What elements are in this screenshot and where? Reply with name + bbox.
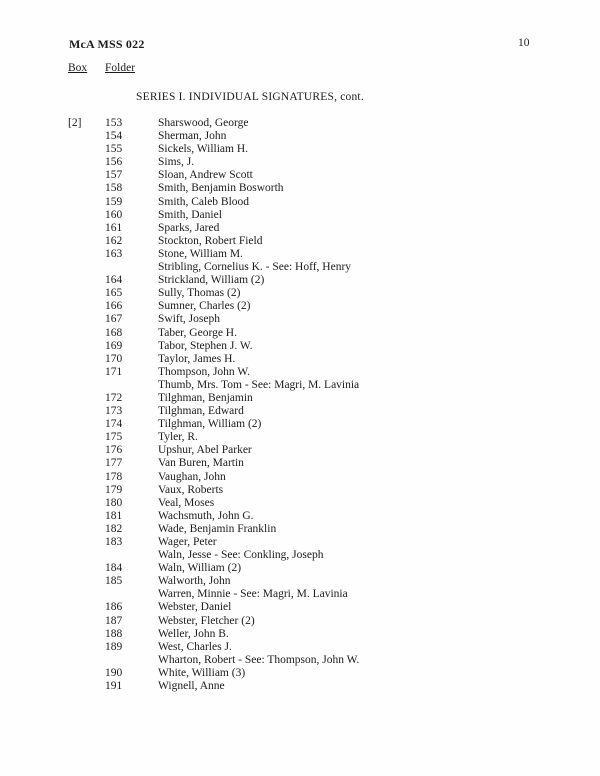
box-cell bbox=[68, 366, 105, 379]
list-item bbox=[0, 222, 600, 235]
name-cell: Sherman, John bbox=[158, 130, 227, 143]
folder-cell: 154 bbox=[105, 130, 123, 143]
folder-cell bbox=[105, 379, 158, 392]
box-cell bbox=[68, 156, 105, 169]
folder-cell bbox=[105, 549, 158, 562]
name-cell: Warren, Minnie - See: Magri, M. Lavinia bbox=[158, 588, 348, 601]
name-cell: Webster, Fletcher (2) bbox=[158, 614, 255, 627]
box-cell bbox=[68, 601, 105, 614]
folder-cell: 167 bbox=[105, 313, 123, 326]
name-cell: Stribling, Cornelius K. - See: Hoff, Henry bbox=[158, 261, 352, 274]
box-cell bbox=[68, 235, 105, 248]
box-cell bbox=[68, 431, 105, 444]
folder-cell: 168 bbox=[105, 326, 123, 339]
list-item bbox=[0, 274, 600, 287]
folder-cell: 174 bbox=[105, 418, 123, 431]
name-cell: Vaux, Roberts bbox=[158, 483, 224, 496]
list-item bbox=[0, 235, 600, 248]
name-cell: Webster, Daniel bbox=[158, 601, 232, 614]
folder-cell: 172 bbox=[105, 391, 123, 404]
signature-list bbox=[0, 117, 600, 693]
box-cell bbox=[68, 379, 105, 392]
box-cell bbox=[68, 510, 105, 523]
name-cell: Sharswood, George bbox=[158, 117, 249, 129]
name-cell: Smith, Daniel bbox=[158, 208, 222, 221]
list-item bbox=[0, 248, 600, 261]
box-cell bbox=[68, 444, 105, 457]
folder-cell: 178 bbox=[105, 470, 123, 483]
list-item bbox=[0, 615, 600, 628]
name-cell: Wignell, Anne bbox=[158, 680, 225, 693]
folder-cell: 175 bbox=[105, 431, 123, 444]
folder-cell: 166 bbox=[105, 300, 123, 313]
folder-cell: 181 bbox=[105, 509, 123, 522]
list-item bbox=[0, 431, 600, 444]
list-item bbox=[0, 641, 600, 654]
name-cell: Sickels, William H. bbox=[158, 143, 249, 156]
name-cell: Swift, Joseph bbox=[158, 313, 220, 326]
list-item bbox=[0, 156, 600, 169]
folder-cell: 156 bbox=[105, 156, 123, 169]
name-cell: Stone, William M. bbox=[158, 247, 243, 260]
box-column-header: Box bbox=[68, 62, 88, 74]
list-item bbox=[0, 182, 600, 195]
box-cell bbox=[68, 536, 105, 549]
collection-id: McA MSS 022 bbox=[69, 37, 145, 51]
list-item bbox=[0, 287, 600, 300]
box-cell bbox=[68, 353, 105, 366]
folder-cell: 158 bbox=[105, 182, 123, 195]
box-cell bbox=[68, 340, 105, 353]
name-cell: Wharton, Robert - See: Thompson, John W. bbox=[158, 653, 360, 666]
list-item bbox=[0, 588, 600, 601]
name-cell: Tyler, R. bbox=[158, 431, 198, 444]
box-cell bbox=[68, 523, 105, 536]
list-item bbox=[0, 169, 600, 182]
list-item bbox=[0, 366, 600, 379]
folder-column-header: Folder bbox=[105, 62, 136, 74]
box-cell bbox=[68, 182, 105, 195]
box-cell bbox=[68, 628, 105, 641]
box-cell bbox=[68, 588, 105, 601]
name-cell: Tilghman, Benjamin bbox=[158, 391, 253, 404]
list-item bbox=[0, 471, 600, 484]
list-item bbox=[0, 680, 600, 693]
list-item bbox=[0, 523, 600, 536]
box-cell bbox=[68, 327, 105, 340]
list-item bbox=[0, 654, 600, 667]
name-cell: Strickland, William (2) bbox=[158, 274, 265, 287]
name-cell: Wade, Benjamin Franklin bbox=[158, 522, 277, 535]
name-cell: Weller, John B. bbox=[158, 627, 229, 640]
list-item bbox=[0, 392, 600, 405]
folder-cell: 162 bbox=[105, 234, 123, 247]
list-item bbox=[0, 418, 600, 431]
list-item bbox=[0, 327, 600, 340]
box-cell bbox=[68, 654, 105, 667]
name-cell: Smith, Caleb Blood bbox=[158, 195, 250, 208]
list-item bbox=[0, 117, 600, 130]
name-cell: Thumb, Mrs. Tom - See: Magri, M. Lavinia bbox=[158, 378, 360, 391]
folder-cell: 179 bbox=[105, 483, 123, 496]
folder-cell: 170 bbox=[105, 352, 123, 365]
folder-cell: 169 bbox=[105, 339, 123, 352]
folder-cell: 160 bbox=[105, 208, 123, 221]
box-cell bbox=[68, 562, 105, 575]
name-cell: Tabor, Stephen J. W. bbox=[158, 339, 253, 352]
box-cell bbox=[68, 130, 105, 143]
folder-cell: 165 bbox=[105, 287, 123, 300]
name-cell: Smith, Benjamin Bosworth bbox=[158, 182, 284, 195]
name-cell: Tilghman, William (2) bbox=[158, 418, 262, 431]
list-item bbox=[0, 562, 600, 575]
box-cell bbox=[68, 209, 105, 222]
folder-cell: 177 bbox=[105, 457, 123, 470]
box-cell bbox=[68, 471, 105, 484]
folder-cell bbox=[105, 588, 158, 601]
name-cell: Veal, Moses bbox=[158, 496, 215, 509]
box-cell bbox=[68, 261, 105, 274]
folder-cell: 173 bbox=[105, 405, 123, 418]
folder-cell bbox=[105, 654, 158, 667]
list-item bbox=[0, 313, 600, 326]
folder-cell: 159 bbox=[105, 195, 123, 208]
box-cell bbox=[68, 484, 105, 497]
folder-cell: 180 bbox=[105, 496, 123, 509]
list-item bbox=[0, 300, 600, 313]
list-item bbox=[0, 628, 600, 641]
folder-cell: 161 bbox=[105, 221, 123, 234]
folder-cell: 185 bbox=[105, 575, 123, 588]
folder-cell: 155 bbox=[105, 143, 123, 156]
name-cell: Sims, J. bbox=[158, 156, 195, 169]
box-cell bbox=[68, 497, 105, 510]
folder-cell: 189 bbox=[105, 640, 123, 653]
list-item bbox=[0, 196, 600, 209]
name-cell: Vaughan, John bbox=[158, 470, 226, 483]
folder-cell: 163 bbox=[105, 247, 123, 260]
folder-cell bbox=[105, 261, 158, 274]
list-item bbox=[0, 484, 600, 497]
box-cell bbox=[68, 680, 105, 693]
name-cell: Waln, William (2) bbox=[158, 562, 242, 575]
name-cell: Wager, Peter bbox=[158, 536, 217, 548]
folder-cell: 164 bbox=[105, 274, 123, 287]
name-cell: Tilghman, Edward bbox=[158, 405, 244, 418]
folder-cell: 186 bbox=[105, 601, 123, 614]
name-cell: Thompson, John W. bbox=[158, 365, 251, 378]
folder-cell: 188 bbox=[105, 627, 123, 640]
list-item bbox=[0, 667, 600, 680]
box-cell bbox=[68, 222, 105, 235]
name-cell: Sloan, Andrew Scott bbox=[158, 169, 253, 182]
box-cell bbox=[68, 457, 105, 470]
folder-cell: 184 bbox=[105, 562, 123, 575]
list-item bbox=[0, 261, 600, 274]
list-item bbox=[0, 444, 600, 457]
name-cell: West, Charles J. bbox=[158, 640, 232, 653]
list-item bbox=[0, 497, 600, 510]
box-cell bbox=[68, 615, 105, 628]
folder-cell: 183 bbox=[105, 536, 123, 548]
box-cell bbox=[68, 313, 105, 326]
box-cell bbox=[68, 248, 105, 261]
box-cell bbox=[68, 169, 105, 182]
folder-cell: 187 bbox=[105, 614, 123, 627]
list-item bbox=[0, 340, 600, 353]
folder-cell: 190 bbox=[105, 666, 123, 679]
list-item bbox=[0, 379, 600, 392]
name-cell: Sully, Thomas (2) bbox=[158, 287, 241, 300]
list-item bbox=[0, 601, 600, 614]
box-cell bbox=[68, 300, 105, 313]
list-item bbox=[0, 575, 600, 588]
name-cell: Wachsmuth, John G. bbox=[158, 509, 254, 522]
box-cell bbox=[68, 274, 105, 287]
series-heading: SERIES I. INDIVIDUAL SIGNATURES, cont. bbox=[136, 91, 364, 103]
list-item bbox=[0, 143, 600, 156]
box-cell bbox=[68, 196, 105, 209]
name-cell: White, William (3) bbox=[158, 666, 246, 679]
name-cell: Taber, George H. bbox=[158, 326, 237, 339]
folder-cell: 171 bbox=[105, 365, 123, 378]
box-cell bbox=[68, 549, 105, 562]
name-cell: Waln, Jesse - See: Conkling, Joseph bbox=[158, 549, 324, 562]
box-cell bbox=[68, 143, 105, 156]
folder-cell: 176 bbox=[105, 444, 123, 457]
folder-cell: 153 bbox=[105, 117, 123, 129]
name-cell: Upshur, Abel Parker bbox=[158, 444, 252, 457]
name-cell: Van Buren, Martin bbox=[158, 457, 244, 470]
box-cell bbox=[68, 575, 105, 588]
list-item bbox=[0, 209, 600, 222]
list-item bbox=[0, 405, 600, 418]
name-cell: Walworth, John bbox=[158, 575, 231, 588]
name-cell: Sparks, Jared bbox=[158, 221, 220, 234]
box-cell bbox=[68, 287, 105, 300]
page-number: 10 bbox=[518, 37, 530, 49]
folder-cell: 157 bbox=[105, 169, 123, 182]
name-cell: Taylor, James H. bbox=[158, 352, 236, 365]
list-item bbox=[0, 457, 600, 470]
folder-cell: 191 bbox=[105, 680, 123, 693]
box-cell bbox=[68, 667, 105, 680]
box-cell bbox=[68, 405, 105, 418]
box-cell bbox=[68, 392, 105, 405]
box-cell bbox=[68, 418, 105, 431]
folder-cell: 182 bbox=[105, 522, 123, 535]
name-cell: Stockton, Robert Field bbox=[158, 234, 263, 247]
name-cell: Sumner, Charles (2) bbox=[158, 300, 251, 313]
list-item bbox=[0, 536, 600, 549]
box-cell bbox=[68, 641, 105, 654]
list-item bbox=[0, 130, 600, 143]
list-item bbox=[0, 549, 600, 562]
list-item bbox=[0, 510, 600, 523]
box-cell: [2] bbox=[68, 117, 82, 129]
list-item bbox=[0, 353, 600, 366]
